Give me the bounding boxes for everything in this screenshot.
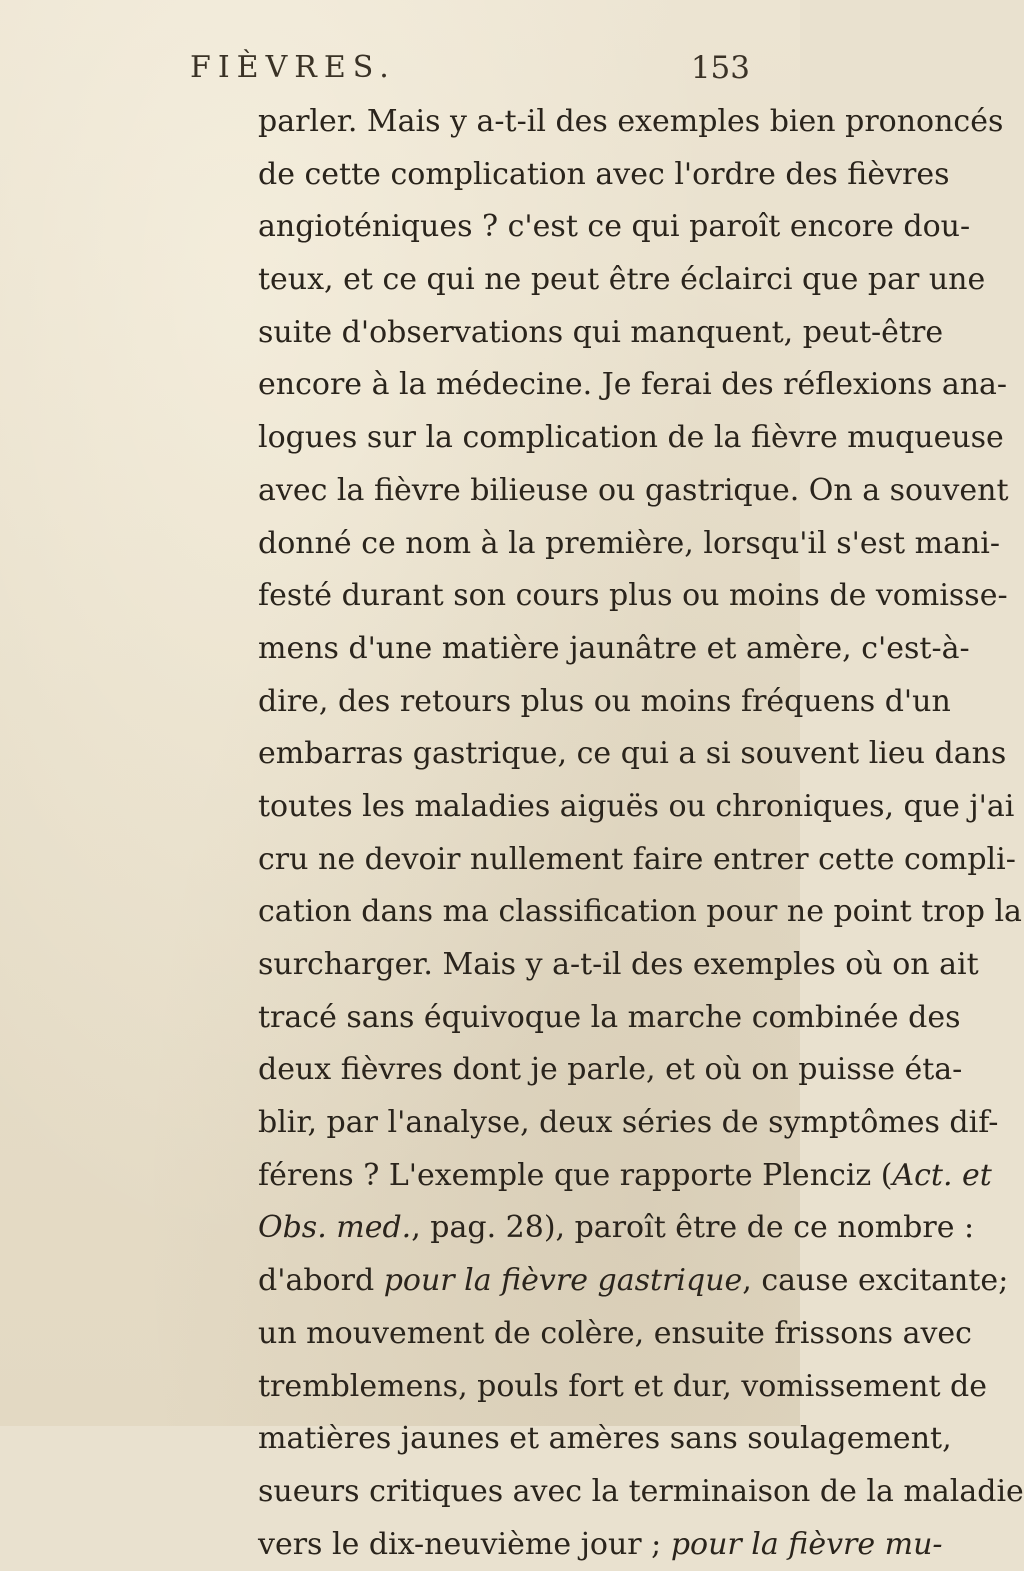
text-line-21	[258, 1150, 992, 1203]
text-line-13: embarras gastrique, ce qui a si souvent lieu dans	[258, 736, 1007, 772]
text-line-11: mens d'une matière jaunâtre et amère, c'est-à-	[258, 630, 970, 666]
text-line-5: suite d'observations qui manquent, peut-être	[258, 314, 944, 350]
text-line-23	[258, 1255, 1009, 1308]
text-line-6: encore à la médecine. Je ferai des réflexions ana-	[258, 367, 1008, 403]
text-line-17: surcharger. Mais y a-t-il des exemples où on ait	[258, 947, 979, 982]
text-line-21-start: férens ? L'exemple que rapporte Plenciz (	[258, 1157, 893, 1193]
text-line-9: donné ce nom à la première, lorsqu'il s'est mani-	[258, 525, 1001, 561]
text-line-22-rest: , pag. 28), paroît être de ce nombre :	[411, 1210, 975, 1246]
text-line-19: deux fièvres dont je parle, et où on puisse éta-	[258, 1052, 963, 1088]
italic-fievre-gastrique: pour la fièvre gastrique	[383, 1263, 743, 1299]
text-line-4: teux, et ce qui ne peut être éclairci que par une	[258, 262, 986, 298]
text-line-8: avec la fièvre bilieuse ou gastrique. On a souvent	[258, 472, 1009, 508]
text-line-26: matières jaunes et amères sans soulagement,	[258, 1421, 952, 1457]
italic-fievre-mu: pour la fièvre mu-	[670, 1526, 943, 1562]
text-line-10: festé durant son cours plus ou moins de vomisse-	[258, 578, 1008, 614]
text-line-23-start: d'abord	[258, 1263, 384, 1299]
text-line-7: logues sur la complication de la fièvre muqueuse	[258, 420, 1004, 456]
running-head-title: FIÈVRES.	[190, 50, 396, 85]
text-line-3: angioténiques ? c'est ce qui paroît encore dou-	[258, 209, 971, 245]
text-line-20: blir, par l'analyse, deux séries de symptômes dif-	[258, 1105, 999, 1141]
text-line-22	[258, 1202, 975, 1255]
body-text	[258, 96, 1024, 1571]
citation-act: Act. et	[892, 1157, 992, 1193]
text-line-1: parler. Mais y a-t-il des exemples bien prononcés	[258, 104, 1004, 139]
text-line-24: un mouvement de colère, ensuite frissons avec	[258, 1315, 972, 1351]
text-line-18: tracé sans équivoque la marche combinée des	[258, 999, 961, 1035]
text-line-25: tremblemens, pouls fort et dur, vomissement de	[258, 1368, 988, 1404]
citation-obs: Obs. med.	[258, 1210, 412, 1246]
text-line-27: sueurs critiques avec la terminaison de la maladie	[258, 1473, 1024, 1509]
text-line-12: dire, des retours plus ou moins fréquens d'un	[258, 683, 951, 719]
running-head	[190, 50, 750, 94]
text-line-28	[258, 1519, 943, 1571]
text-line-2: de cette complication avec l'ordre des fièvres	[258, 156, 950, 192]
page-number: 153	[690, 50, 750, 86]
text-line-23-rest: , cause excitante;	[742, 1263, 1009, 1299]
text-line-15: cru ne devoir nullement faire entrer cette compli-	[258, 841, 1016, 877]
text-line-28-start: vers le dix-neuvième jour ;	[258, 1526, 671, 1562]
text-line-16: cation dans ma classification pour ne point trop la	[258, 894, 1022, 930]
text-line-14: toutes les maladies aiguës ou chroniques, que j'ai	[258, 788, 1015, 824]
